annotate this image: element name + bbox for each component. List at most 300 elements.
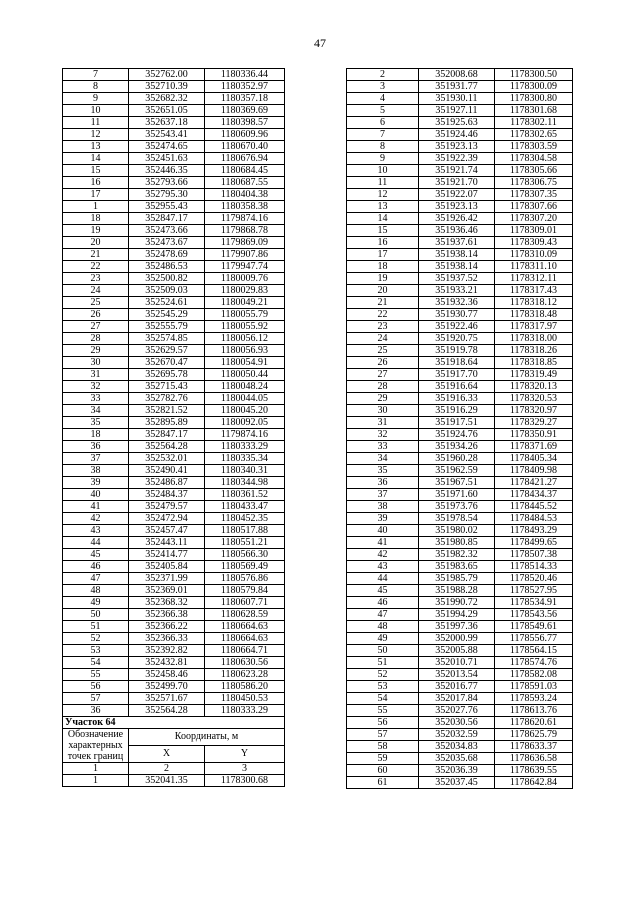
table-row [63,81,285,93]
table-row [63,477,285,489]
coord-x: 352473.67 [129,237,205,249]
coord-x: 352782.76 [129,393,205,405]
coord-x: 352030.56 [419,717,495,729]
point-number: 25 [347,345,419,357]
coord-x: 352637.18 [129,117,205,129]
point-number: 40 [347,525,419,537]
coord-x: 352545.29 [129,309,205,321]
coord-y: 1179947.74 [205,261,285,273]
coord-x: 351994.29 [419,609,495,621]
coord-y: 1180450.53 [205,693,285,705]
coord-x: 351937.52 [419,273,495,285]
coord-x: 352486.87 [129,477,205,489]
point-number: 54 [347,693,419,705]
column-number-3: 3 [205,763,285,775]
coord-x: 351978.54 [419,513,495,525]
point-number: 10 [63,105,129,117]
header-coordinates: Координаты, м [129,729,285,746]
table-row [347,441,573,453]
coord-y: 1178309.01 [495,225,573,237]
table-row [63,141,285,153]
coord-y: 1180404.38 [205,189,285,201]
table-row [63,237,285,249]
coord-y: 1180628.59 [205,609,285,621]
point-number: 35 [347,465,419,477]
column-number-2: 2 [129,763,205,775]
coord-x: 351971.60 [419,489,495,501]
coord-x: 351923.13 [419,201,495,213]
coord-y: 1178620.61 [495,717,573,729]
coord-x: 352847.17 [129,213,205,225]
table-row [347,225,573,237]
coord-x: 351916.33 [419,393,495,405]
coord-y: 1178320.97 [495,405,573,417]
table-row [63,393,285,405]
point-number: 57 [63,693,129,705]
table-row [347,453,573,465]
table-row [63,345,285,357]
coord-y: 1180029.83 [205,285,285,297]
coord-y: 1180340.31 [205,465,285,477]
coord-y: 1180049.21 [205,297,285,309]
coord-x: 351923.13 [419,141,495,153]
coord-x: 352524.61 [129,297,205,309]
table-row [63,489,285,501]
coord-y: 1180607.71 [205,597,285,609]
coord-y: 1178312.11 [495,273,573,285]
coord-x: 351962.59 [419,465,495,477]
table-row [347,621,573,633]
point-number: 47 [347,609,419,621]
coord-x: 352010.71 [419,657,495,669]
coord-y: 1178484.53 [495,513,573,525]
point-number: 29 [347,393,419,405]
coord-x: 352414.77 [129,549,205,561]
coord-y: 1180630.56 [205,657,285,669]
table-row [63,549,285,561]
point-number: 51 [347,657,419,669]
coord-x: 351938.14 [419,249,495,261]
table-row [63,693,285,705]
point-number: 16 [63,177,129,189]
point-number: 18 [63,429,129,441]
coord-x: 352543.41 [129,129,205,141]
coord-x: 352715.43 [129,381,205,393]
coord-y: 1179868.78 [205,225,285,237]
right-coordinates-table [346,68,573,789]
coord-x: 352034.83 [419,741,495,753]
coord-x: 352710.39 [129,81,205,93]
point-number: 32 [347,429,419,441]
point-number: 1 [63,775,129,787]
coord-x: 351924.76 [419,429,495,441]
coord-x: 351922.39 [419,153,495,165]
table-row [347,201,573,213]
point-number: 22 [63,261,129,273]
coord-y: 1178318.85 [495,357,573,369]
coord-y: 1180048.24 [205,381,285,393]
coord-x: 351960.28 [419,453,495,465]
column-number-row [63,763,285,775]
point-number: 42 [347,549,419,561]
coord-y: 1180551.21 [205,537,285,549]
table-row [63,321,285,333]
point-number: 31 [63,369,129,381]
coord-y: 1178350.91 [495,429,573,441]
coord-x: 352895.89 [129,417,205,429]
point-number: 33 [347,441,419,453]
header-designation: Обозначение характерных точек границ [63,729,129,763]
point-number: 24 [347,333,419,345]
coord-y: 1180344.98 [205,477,285,489]
coord-x: 351934.26 [419,441,495,453]
table-row [63,189,285,201]
coord-y: 1178421.27 [495,477,573,489]
left-coordinates-table [62,68,285,787]
coord-x: 352473.66 [129,225,205,237]
coord-y: 1180623.28 [205,669,285,681]
point-number: 45 [63,549,129,561]
point-number: 27 [63,321,129,333]
table-row [63,429,285,441]
section-title: Участок 64 [63,717,285,729]
point-number: 38 [63,465,129,477]
coord-y: 1178309.43 [495,237,573,249]
coord-y: 1178593.24 [495,693,573,705]
coord-y: 1180009.76 [205,273,285,285]
coord-x: 351988.28 [419,585,495,597]
coord-y: 1178301.68 [495,105,573,117]
table-row [63,585,285,597]
table-row [347,369,573,381]
table-row [63,333,285,345]
coord-y: 1178320.53 [495,393,573,405]
point-number: 48 [63,585,129,597]
coord-y: 1178445.52 [495,501,573,513]
coord-y: 1178549.61 [495,621,573,633]
coord-x: 352371.99 [129,573,205,585]
coord-x: 352682.32 [129,93,205,105]
coord-y: 1179874.16 [205,213,285,225]
coord-x: 351980.02 [419,525,495,537]
coord-y: 1178302.11 [495,117,573,129]
coord-y: 1178307.66 [495,201,573,213]
table-row [347,489,573,501]
point-number: 52 [63,633,129,645]
coord-x: 352446.35 [129,165,205,177]
coord-x: 351921.74 [419,165,495,177]
coord-y: 1178303.59 [495,141,573,153]
table-row [347,537,573,549]
coord-y: 1178300.68 [205,775,285,787]
coord-x: 352793.66 [129,177,205,189]
point-number: 4 [347,93,419,105]
point-number: 41 [347,537,419,549]
table-row [63,369,285,381]
coord-y: 1180357.18 [205,93,285,105]
point-number: 31 [347,417,419,429]
coord-x: 352392.82 [129,645,205,657]
table-row [347,645,573,657]
coord-y: 1178302.65 [495,129,573,141]
coord-y: 1178409.98 [495,465,573,477]
coord-y: 1180579.84 [205,585,285,597]
table-row [63,153,285,165]
table-row [347,525,573,537]
coord-x: 352008.68 [419,69,495,81]
coord-y: 1179907.86 [205,249,285,261]
table-row [63,405,285,417]
point-number: 20 [63,237,129,249]
table-row [347,237,573,249]
coord-x: 351973.76 [419,501,495,513]
coord-x: 351925.63 [419,117,495,129]
table-row [63,201,285,213]
point-number: 11 [347,177,419,189]
coord-y: 1178527.95 [495,585,573,597]
point-number: 25 [63,297,129,309]
table-row [63,129,285,141]
table-row [347,321,573,333]
table-row [347,573,573,585]
coord-x: 352555.79 [129,321,205,333]
coord-y: 1178329.27 [495,417,573,429]
point-number: 56 [63,681,129,693]
table-row [347,585,573,597]
point-number: 53 [347,681,419,693]
coord-x: 352490.41 [129,465,205,477]
point-number: 34 [347,453,419,465]
header-x: X [129,746,205,763]
coord-x: 351920.75 [419,333,495,345]
coord-y: 1180433.47 [205,501,285,513]
table-row [347,705,573,717]
point-number: 20 [347,285,419,297]
coord-y: 1178318.00 [495,333,573,345]
coord-x: 352458.46 [129,669,205,681]
table-row [347,513,573,525]
table-row [347,429,573,441]
point-number: 60 [347,765,419,777]
coord-x: 351919.78 [419,345,495,357]
coord-x: 352451.63 [129,153,205,165]
coord-y: 1180566.30 [205,549,285,561]
point-number: 44 [63,537,129,549]
point-number: 52 [347,669,419,681]
coord-y: 1178642.84 [495,777,573,789]
table-row [63,93,285,105]
table-row [347,597,573,609]
table-row [63,597,285,609]
coord-y: 1180333.29 [205,705,285,717]
coord-x: 352509.03 [129,285,205,297]
table-row [347,741,573,753]
table-row [347,297,573,309]
table-row [63,775,285,787]
coord-y: 1180054.91 [205,357,285,369]
point-number: 39 [63,477,129,489]
coord-x: 352479.57 [129,501,205,513]
point-number: 58 [347,741,419,753]
coord-x: 352366.38 [129,609,205,621]
point-number: 55 [63,669,129,681]
point-number: 17 [63,189,129,201]
point-number: 53 [63,645,129,657]
table-row [63,573,285,585]
table-row [347,381,573,393]
point-number: 14 [347,213,419,225]
coord-x: 352564.28 [129,705,205,717]
coord-x: 352500.82 [129,273,205,285]
coord-x: 352027.76 [419,705,495,717]
point-number: 12 [63,129,129,141]
table-row [63,621,285,633]
coord-y: 1178317.43 [495,285,573,297]
point-number: 19 [63,225,129,237]
point-number: 1 [63,201,129,213]
point-number: 46 [63,561,129,573]
coord-x: 351930.77 [419,309,495,321]
table-row [347,117,573,129]
coord-x: 352032.59 [419,729,495,741]
coord-x: 352574.85 [129,333,205,345]
coord-x: 351990.72 [419,597,495,609]
coord-y: 1178307.20 [495,213,573,225]
coord-y: 1180045.20 [205,405,285,417]
point-number: 42 [63,513,129,525]
coord-y: 1178405.34 [495,453,573,465]
coord-x: 351937.61 [419,237,495,249]
point-number: 37 [63,453,129,465]
table-row [63,609,285,621]
header-row [63,729,285,746]
point-number: 3 [347,81,419,93]
coord-y: 1178319.49 [495,369,573,381]
table-row [63,165,285,177]
coord-x: 351917.51 [419,417,495,429]
coord-x: 352432.81 [129,657,205,669]
table-row [347,69,573,81]
coord-y: 1178507.38 [495,549,573,561]
coord-x: 352035.68 [419,753,495,765]
table-row [63,117,285,129]
point-number: 8 [347,141,419,153]
coord-x: 351916.64 [419,381,495,393]
coord-y: 1180576.86 [205,573,285,585]
coord-x: 352670.47 [129,357,205,369]
point-number: 55 [347,705,419,717]
coord-x: 351926.42 [419,213,495,225]
coord-x: 352571.67 [129,693,205,705]
table-row [63,513,285,525]
table-row [347,81,573,93]
coord-y: 1178317.97 [495,321,573,333]
coord-y: 1180336.44 [205,69,285,81]
coord-x: 352368.32 [129,597,205,609]
coord-y: 1180398.57 [205,117,285,129]
coord-y: 1180586.20 [205,681,285,693]
point-number: 34 [63,405,129,417]
coord-x: 352478.69 [129,249,205,261]
table-row [347,249,573,261]
coord-x: 351927.11 [419,105,495,117]
table-row [347,477,573,489]
page-number: 47 [314,36,326,50]
table-row [347,189,573,201]
coord-x: 352695.78 [129,369,205,381]
coord-x: 351922.46 [419,321,495,333]
point-number: 33 [63,393,129,405]
coord-x: 352036.39 [419,765,495,777]
table-row [63,381,285,393]
coord-x: 352013.54 [419,669,495,681]
coord-y: 1178613.76 [495,705,573,717]
coord-x: 351930.11 [419,93,495,105]
coord-x: 352499.70 [129,681,205,693]
table-row [63,225,285,237]
point-number: 23 [347,321,419,333]
coord-y: 1180664.71 [205,645,285,657]
point-number: 2 [347,69,419,81]
coord-x: 352005.88 [419,645,495,657]
section-title-row [63,717,285,729]
coord-y: 1178311.10 [495,261,573,273]
coord-x: 352000.99 [419,633,495,645]
table-row [63,657,285,669]
coord-y: 1178633.37 [495,741,573,753]
point-number: 56 [347,717,419,729]
coord-y: 1180056.93 [205,345,285,357]
table-row [347,129,573,141]
coord-y: 1180609.96 [205,129,285,141]
point-number: 44 [347,573,419,585]
coord-y: 1178534.91 [495,597,573,609]
table-row [63,561,285,573]
coord-x: 352486.53 [129,261,205,273]
table-row [347,765,573,777]
point-number: 38 [347,501,419,513]
table-row [347,153,573,165]
coord-y: 1180670.40 [205,141,285,153]
coord-x: 352629.57 [129,345,205,357]
coord-y: 1180664.63 [205,633,285,645]
point-number: 7 [63,69,129,81]
point-number: 26 [63,309,129,321]
point-number: 36 [347,477,419,489]
coord-y: 1178520.46 [495,573,573,585]
coord-y: 1180092.05 [205,417,285,429]
point-number: 36 [63,705,129,717]
coord-x: 352041.35 [129,775,205,787]
coord-x: 352472.94 [129,513,205,525]
coord-y: 1178543.56 [495,609,573,621]
coord-x: 351936.46 [419,225,495,237]
point-number: 28 [347,381,419,393]
table-row [347,285,573,297]
coord-x: 351918.64 [419,357,495,369]
coord-x: 351922.07 [419,189,495,201]
point-number: 43 [63,525,129,537]
point-number: 28 [63,333,129,345]
table-row [347,549,573,561]
coord-y: 1178300.09 [495,81,573,93]
coord-y: 1178574.76 [495,657,573,669]
table-row [63,261,285,273]
table-row [63,633,285,645]
coord-x: 351917.70 [419,369,495,381]
coord-y: 1178639.55 [495,765,573,777]
point-number: 21 [63,249,129,261]
